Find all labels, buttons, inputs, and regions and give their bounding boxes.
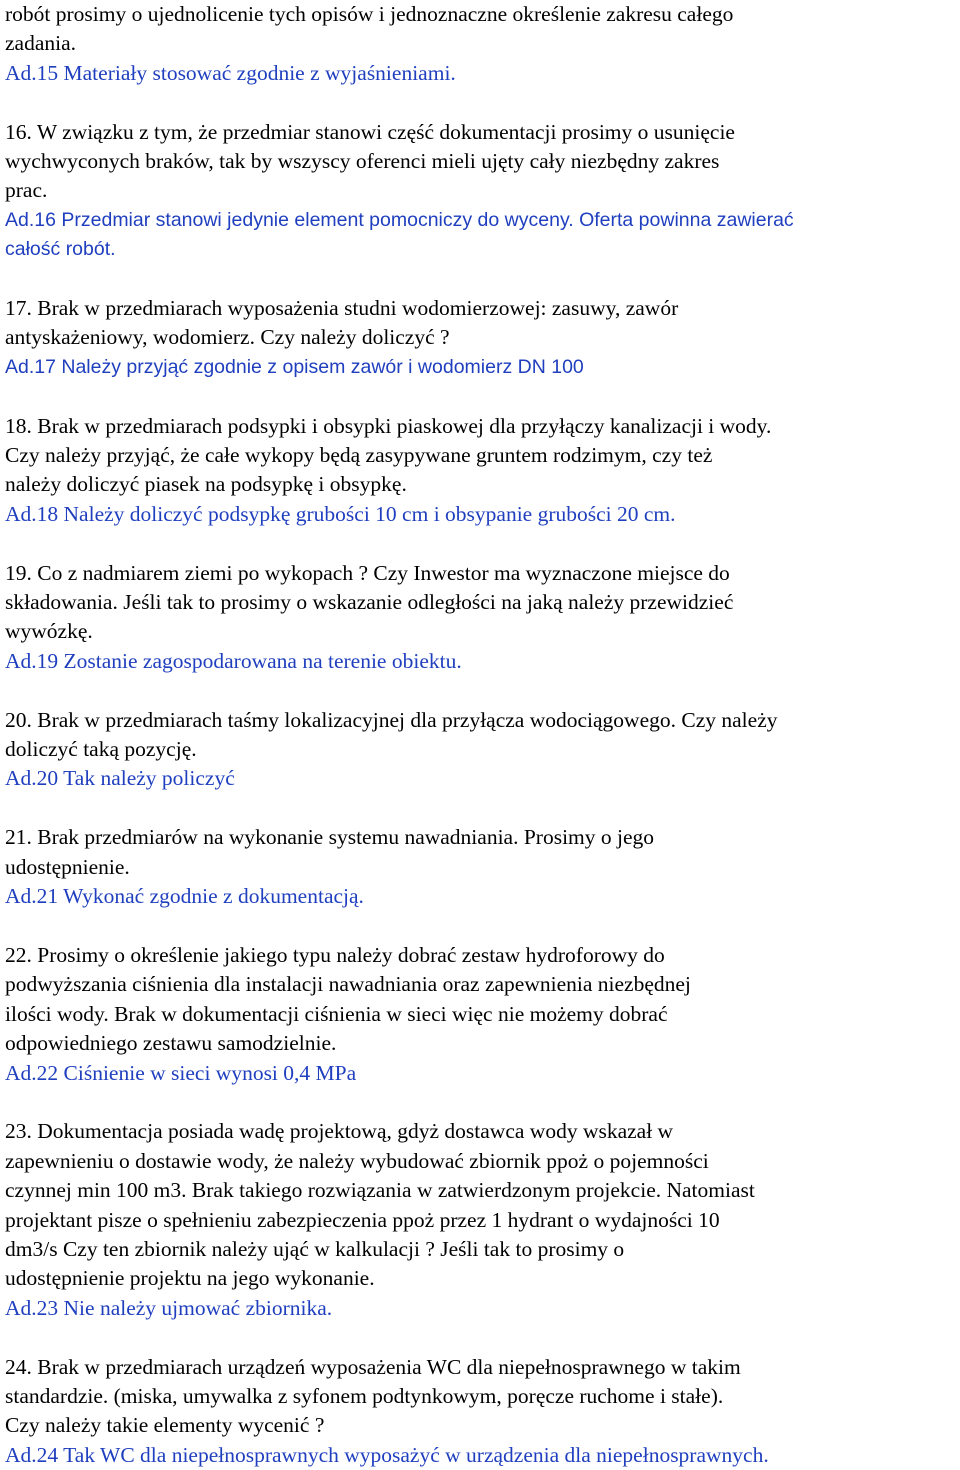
answer-line: Ad.16 Przedmiar stanowi jedynie element pomocniczy do wyceny. Oferta powinna zawierać [5,208,794,231]
question-line: dm3/s Czy ten zbiornik należy ująć w kalkulacji ? Jeśli tak to prosimy o [5,1236,625,1261]
paragraph-gap [5,912,955,941]
question-line: prac. [5,178,48,203]
question-line: wywózkę. [5,619,93,644]
question-line: należy doliczyć piasek na podsypkę i obsypkę. [5,472,407,497]
qa-item [5,412,955,530]
answer-line: Ad.19 Zostanie zagospodarowana na terenie obiektu. [5,648,462,673]
qa-item [5,706,955,794]
paragraph-gap [5,1088,955,1117]
question-line: antyskażeniowy, wodomierz. Czy należy doliczyć ? [5,325,450,350]
answer-line: Ad.23 Nie należy ujmować zbiornika. [5,1295,333,1320]
question-line: zapewnieniu o dostawie wody, że należy wybudować zbiornik ppoż o pojemności [5,1148,709,1173]
paragraph-gap [5,794,955,823]
question-line: 24. Brak w przedmiarach urządzeń wyposażenia WC dla niepełnosprawnego w takim [5,1354,741,1379]
question-line: doliczyć taką pozycję. [5,737,197,762]
question-line: wychwyconych braków, tak by wszyscy oferenci mieli ujęty cały niezbędny zakres [5,149,720,174]
question-line: Czy należy przyjąć, że całe wykopy będą zasypywane gruntem rodzimym, czy też [5,443,713,468]
question-line: odpowiedniego zestawu samodzielnie. [5,1031,337,1056]
answer-line: Ad.24 Tak WC dla niepełnosprawnych wyposażyć w urządzenia dla niepełnosprawnych. [5,1442,769,1467]
paragraph-gap [5,382,955,411]
question-line: 19. Co z nadmiarem ziemi po wykopach ? Czy Inwestor ma wyznaczone miejsce do [5,560,730,585]
question-line: 22. Prosimy o określenie jakiego typu należy dobrać zestaw hydroforowy do [5,942,665,967]
question-line: 23. Dokumentacja posiada wadę projektową, gdyż dostawca wody wskazał w [5,1119,674,1144]
intro-line: zadania. [5,31,77,56]
paragraph-gap [5,529,955,558]
answer-15: Ad.15 Materiały stosować zgodnie z wyjaśnieniami. [5,60,456,85]
document-page [5,0,955,1470]
answer-line: Ad.17 Należy przyjąć zgodnie z opisem zawór i wodomierz DN 100 [5,355,584,378]
question-line: projektant pisze o spełnieniu zabezpieczenia ppoż przez 1 hydrant o wydajności 10 [5,1207,720,1232]
answer-line: całość robót. [5,238,116,261]
question-line: ilości wody. Brak w dokumentacji ciśnienia w sieci więc nie możemy dobrać [5,1001,668,1026]
question-line: udostępnienie projektu na jego wykonanie. [5,1266,375,1291]
question-line: Czy należy takie elementy wycenić ? [5,1413,325,1438]
qa-item [5,118,955,265]
paragraph-gap [5,265,955,294]
question-line: standardzie. (miska, umywalka z syfonem podtynkowym, poręcze ruchome i stałe). [5,1383,724,1408]
qa-item [5,1117,955,1323]
paragraph-gap [5,88,955,117]
answer-line: Ad.20 Tak należy policzyć [5,766,235,791]
qa-list [5,88,955,1470]
question-line: udostępnienie. [5,854,130,879]
qa-item [5,941,955,1088]
question-line: podwyższania ciśnienia dla instalacji nawadniania oraz zapewnienia niezbędnej [5,972,691,997]
intro-block [5,0,955,88]
question-line: czynnej min 100 m3. Brak takiego rozwiązania w zatwierdzonym projekcie. Natomiast [5,1178,755,1203]
question-line: 21. Brak przedmiarów na wykonanie systemu nawadniania. Prosimy o jego [5,825,655,850]
question-line: składowania. Jeśli tak to prosimy o wskazanie odległości na jaką należy przewidzieć [5,590,734,615]
question-line: 16. W związku z tym, że przedmiar stanowi część dokumentacji prosimy o usunięcie [5,119,735,144]
qa-item [5,294,955,382]
answer-line: Ad.21 Wykonać zgodnie z dokumentacją. [5,884,364,909]
qa-item [5,1353,955,1470]
qa-item [5,559,955,677]
intro-line: robót prosimy o ujednolicenie tych opisów i jednoznaczne określenie zakresu całego [5,2,734,26]
answer-line: Ad.22 Ciśnienie w sieci wynosi 0,4 MPa [5,1060,357,1085]
paragraph-gap [5,676,955,705]
question-line: 20. Brak w przedmiarach taśmy lokalizacyjnej dla przyłącza wodociągowego. Czy należy [5,707,778,732]
question-line: 17. Brak w przedmiarach wyposażenia studni wodomierzowej: zasuwy, zawór [5,296,679,321]
qa-item [5,823,955,911]
answer-line: Ad.18 Należy doliczyć podsypkę grubości 10 cm i obsypanie grubości 20 cm. [5,501,676,526]
paragraph-gap [5,1323,955,1352]
question-line: 18. Brak w przedmiarach podsypki i obsypki piaskowej dla przyłączy kanalizacji i wody. [5,413,772,438]
